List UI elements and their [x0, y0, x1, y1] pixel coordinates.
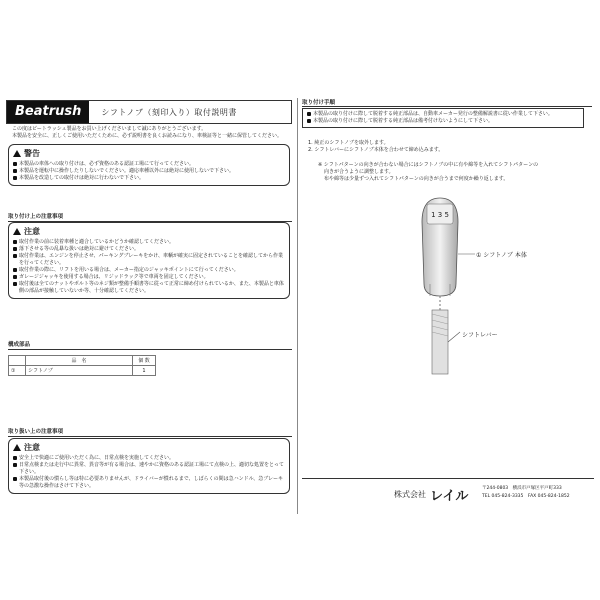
lever-label: シフトレバー [462, 332, 498, 339]
remark-line: 布や綿等は少量ずつ入れてシフトパターンの向きが合うまで何度か繰り返します。 [324, 176, 509, 182]
procedure-notes-box [302, 108, 584, 128]
company-tel: TEL 045-824-3335 FAX 045-824-1852 [482, 494, 570, 499]
shift-knob-diagram [400, 192, 500, 382]
caution-item: 落下させる等の乱暴な扱いは絶対に避けてください。 [19, 246, 140, 252]
remark-line: 向きが合うように調整します。 [324, 169, 394, 175]
procedure-note: 本製品の取り付けに際して脱着する純正部品は、自動車メーカー発行の整備解説書に従い作業して下さい。 [313, 111, 553, 117]
caution-label: 注意 [24, 227, 40, 236]
brand-logo: Beatrush [7, 101, 89, 123]
install-caution-box [8, 222, 290, 299]
company-footer [302, 478, 594, 513]
procedure-heading: 取り付け手順 [302, 98, 592, 107]
document-title: シフトノブ（刻印入り）取付説明書 [101, 107, 237, 117]
intro-line: この度はビートラッシュ製品をお買い上げくださいまして誠にありがとうございます。 [12, 126, 207, 132]
intro-text [12, 126, 288, 140]
title-bar [6, 100, 292, 124]
parts-no: ① [9, 366, 26, 376]
handling-item: 日常点検または走行中に異常、異音等が有る場合は、速やかに資格のある認証工場にて点検の上、適切な処置をとって下さい。 [19, 462, 284, 475]
parts-header-row [9, 356, 156, 366]
caution-label: 注意 [24, 443, 40, 452]
parts-name: シフトノブ [26, 366, 133, 376]
handling-item: 安全上で快適にご使用いただく為に、日常点検を実施してください。 [19, 455, 175, 461]
parts-col-name: 品 名 [26, 356, 133, 366]
caution-item: 取付作業は、エンジンを停止させ、パーキングブレーキをかけ、車輌が確実に固定されていることを確認してから作業を行ってください。 [19, 253, 284, 266]
handling-item: 本製品取付後の慣らし等は特に必要ありませんが、ドライバーが慣れるまで、しばらくの間は急ハンドル、急ブレーキ等の急激な操作はさけて下さい。 [19, 476, 284, 489]
caution-icon [13, 228, 21, 235]
install-notes-heading: 取り付け上の注意事項 [8, 212, 292, 222]
handling-heading: 取り扱い上の注意事項 [8, 427, 292, 437]
procedure-steps [308, 140, 594, 154]
column-divider [297, 98, 298, 514]
warning-box [8, 144, 290, 186]
parts-qty: 1 [133, 366, 156, 376]
parts-col-qty: 個 数 [133, 356, 156, 366]
company-address: 〒244-0803 横浜市戸塚区平戸町333 [482, 486, 562, 491]
warning-item: 本製品を改造しての取付けは絶対に行わないで下さい。 [19, 175, 145, 181]
company-name: レイル [430, 489, 469, 504]
warning-label: 警告 [24, 149, 40, 158]
procedure-step: 1. 純正のシフトノブを取外します。 [308, 140, 389, 146]
svg-text:1 3 5: 1 3 5 [431, 211, 449, 219]
warning-item: 本製品の車体への取り付けは、必ず資格のある認証工場にて行ってください。 [19, 161, 195, 167]
warning-item: 本製品を運転中に操作したりしないでください。適応車種以外には絶対に使用しないで下さい。 [19, 168, 235, 174]
caution-item: 取付作業の前に装着車種と適合しているかどうか確認してください。 [19, 239, 175, 245]
knob-label: ① シフトノブ 本体 [476, 252, 527, 259]
caution-icon [13, 444, 21, 451]
intro-line: 本製品を安全に、正しくご使用いただくために、必ず説明書を良くお読みになり、車検証等と一緒に保管してください。 [12, 133, 283, 139]
procedure-note: 本製品の取り付けに際して脱着する純正部品は備考付けないようにして下さい。 [313, 118, 494, 124]
table-row [9, 366, 156, 376]
procedure-step: 2. シフトレバーにシフトノブ本体を合わせて締め込みます。 [308, 147, 444, 153]
caution-item: 取付後は全てのナットやボルト等のネジ類が整備手順書等に従って正常に締め付けられているか、また、本製品と車体側の部品が接触していないか等、十分確認してください。 [19, 281, 284, 294]
remark-line: ※ シフトパターンの向きが合わない場合にはシフトノブの中に有や綿等を入れてシフトパターンの [318, 162, 539, 168]
caution-item: ガレージジャッキを使用する場合は、リジッドラック等で車両を固定してください。 [19, 274, 209, 280]
caution-item: 取付作業の際に、リフトを用いる場合は、メーカー指定のジャッキポイントにて行ってください。 [19, 267, 239, 273]
handling-caution-box [8, 438, 290, 494]
procedure-remark [318, 162, 594, 183]
warning-icon [13, 150, 21, 157]
parts-heading: 構成部品 [8, 340, 292, 350]
parts-table [8, 355, 156, 376]
company-prefix: 株式会社 [394, 490, 426, 499]
